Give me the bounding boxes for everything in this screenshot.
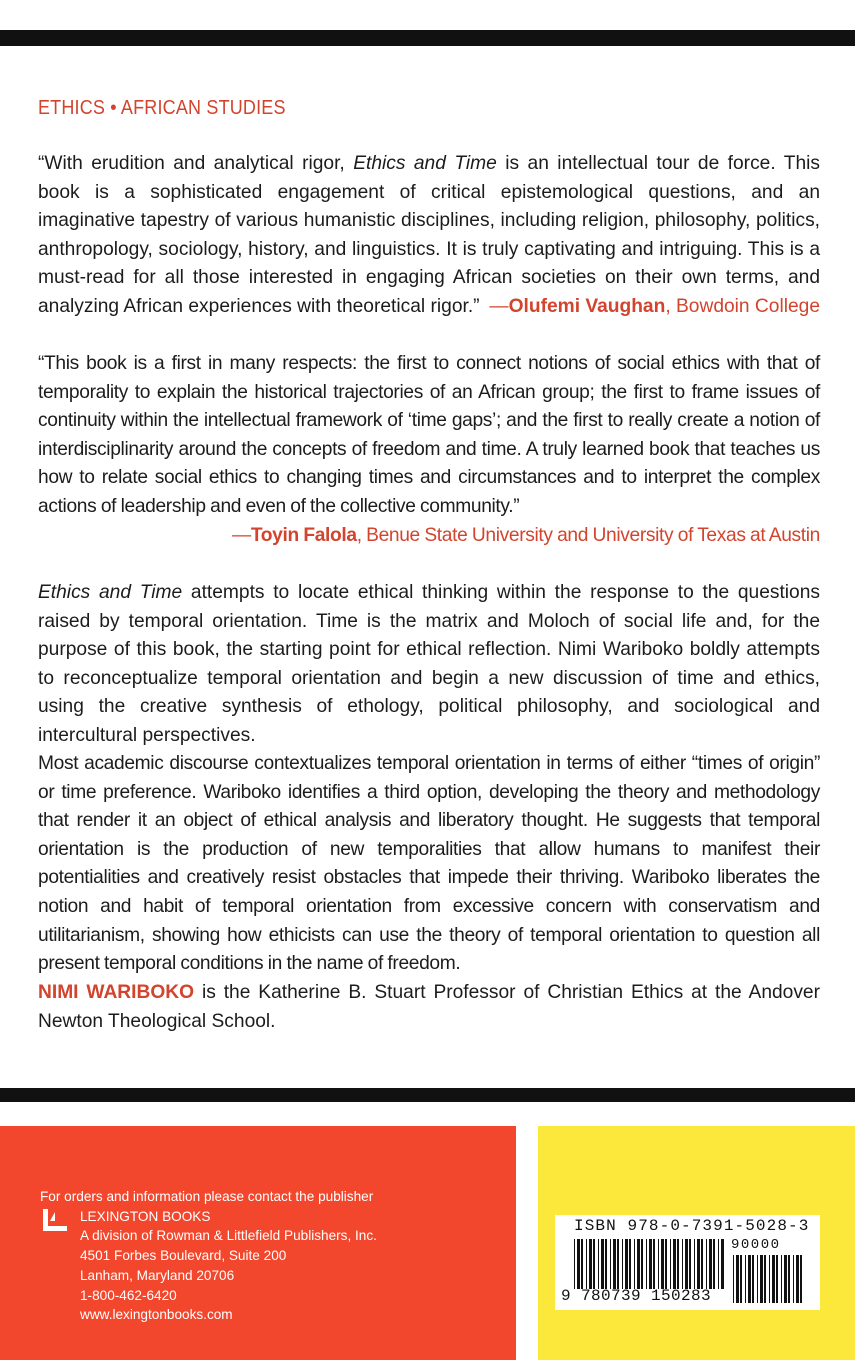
barcode-bar (677, 1239, 679, 1289)
quote-1-book-title: Ethics and Time (353, 153, 497, 174)
barcode-bar (736, 1255, 739, 1303)
category-label: ETHICS • AFRICAN STUDIES (38, 97, 286, 119)
description-paragraph-1 (38, 579, 820, 751)
barcode-bar (769, 1255, 770, 1303)
author-bio (38, 979, 820, 1036)
publisher-heading: For orders and information please contact the publisher (40, 1189, 374, 1204)
barcode-bar (733, 1255, 734, 1303)
barcode-bar (617, 1239, 619, 1289)
barcode-bar (718, 1239, 719, 1289)
barcode-bar (784, 1255, 787, 1303)
barcode-bar (772, 1255, 775, 1303)
barcode-bar (694, 1239, 695, 1289)
barcode-bar (610, 1239, 611, 1289)
barcode-bar (629, 1239, 631, 1289)
barcode-bar (757, 1255, 758, 1303)
price-code: 90000 (731, 1237, 781, 1253)
quote-2-author: Toyin Falola (250, 524, 357, 546)
barcode-bar (713, 1239, 715, 1289)
publisher-division: A division of Rowman & Littlefield Publishers, Inc. (80, 1228, 377, 1244)
quote-2-attribution (38, 522, 820, 551)
barcode-bar (685, 1239, 688, 1289)
quote-1-dash: — (489, 295, 509, 317)
barcode-bar (760, 1255, 763, 1303)
barcode-bar (701, 1239, 703, 1289)
middle-black-bar (0, 1088, 855, 1102)
barcode-bar (622, 1239, 623, 1289)
barcode-bar (781, 1255, 782, 1303)
barcode-bar (764, 1255, 766, 1303)
barcode-bar (745, 1255, 746, 1303)
desc-1-book-title: Ethics and Time (38, 582, 183, 603)
barcode-bar (605, 1239, 607, 1289)
barcode-bar (658, 1239, 659, 1289)
quote-1-affiliation: , Bowdoin College (665, 295, 820, 317)
barcode-bar (613, 1239, 616, 1289)
barcode-bar (682, 1239, 683, 1289)
publisher-website: www.lexingtonbooks.com (80, 1307, 233, 1323)
barcode-bar (788, 1255, 790, 1303)
description-paragraph-2: Most academic discourse contextualizes temporal orientation in terms of either “times of origin” or time preference. Wariboko identifies a third option, developing the theory and methodology that render it an object of ethical analysis and liberatory thought. He suggests that temporal orientation is the production of new temporalities that allow humans to manifest their potentialities and creatively resist obstacles that impede their thriving. Wariboko liberates the notion and habit of temporal orientation from excessive concern with conservatism and utilitarianism, showing how ethicists can use the theory of temporal orientation to question all present temporal conditions in the name of freedom. (38, 753, 820, 975)
barcode-bar (625, 1239, 628, 1289)
barcode-bar (646, 1239, 647, 1289)
isbn-label: ISBN 978-0-7391-5028-3 (574, 1217, 810, 1235)
barcode-bar (776, 1255, 778, 1303)
quote-2-dash: — (232, 524, 251, 546)
top-black-bar (0, 30, 855, 46)
barcode-bar (581, 1239, 583, 1289)
lexington-logo-icon (41, 1209, 69, 1233)
author-name: NIMI WARIBOKO (38, 982, 195, 1003)
barcode-bar (800, 1255, 802, 1303)
barcode-bar (593, 1239, 595, 1289)
barcode-bar (601, 1239, 604, 1289)
desc-1-text: attempts to locate ethical thinking within the response to the questions raised by temporal orientation. Time is the matrix and Moloch of social life and, for the purpose of this book, the starting point for ethical reflection. Nimi Wariboko boldly attempts to reconceptualize temporal orientation and begin a new discussion of time and ethics, using the creative synthesis of ethology, political philosophy, and sociological and intercultural perspectives. (38, 582, 820, 746)
barcode-bar (697, 1239, 700, 1289)
author-bio-text: is the Katherine B. Stuart Professor of Christian Ethics at the Andover Newton Theological School. (38, 982, 820, 1032)
barcode-bar (670, 1239, 671, 1289)
publisher-address-line-1: 4501 Forbes Boulevard, Suite 200 (80, 1248, 287, 1264)
barcode-bar (673, 1239, 676, 1289)
barcode-bar (589, 1239, 592, 1289)
quote-1-author: Olufemi Vaughan (508, 295, 666, 317)
barcode-bar (649, 1239, 652, 1289)
publisher-name: LEXINGTON BOOKS (80, 1208, 211, 1224)
endorsement-quote-2 (38, 350, 820, 550)
barcode-bar (577, 1239, 580, 1289)
barcode-bar (740, 1255, 742, 1303)
barcode-bar (661, 1239, 664, 1289)
barcode-bar (709, 1239, 712, 1289)
quote-1-open: “With erudition and analytical rigor, (38, 153, 354, 174)
barcode-bar (796, 1255, 799, 1303)
barcode-bar (574, 1239, 575, 1289)
barcode-bar (748, 1255, 751, 1303)
isbn-barcode (555, 1215, 820, 1310)
quote-2-text: “This book is a first in many respects: the first to connect notions of social ethics with that of temporality to explain the historical trajectories of an African group; the first to frame issues of continuity within the intellectual framework of ‘time gaps’; and the first to really create a notion of interdisciplinarity around the concepts of freedom and time. A truly learned book that teaches us how to relate social ethics to changing times and circumstances and to interpret the complex actions of leadership and even of the collective community.” (38, 353, 820, 517)
publisher-address-line-2: Lanham, Maryland 20706 (80, 1267, 235, 1283)
barcode-bar (637, 1239, 640, 1289)
barcode-bar (634, 1239, 635, 1289)
quote-1-rest: is an intellectual tour de force. This book is a sophisticated engagement of critical epistemological questions, and an imaginative tapestry of various humanistic disciplines, including religion, philosophy, politics, anthropology, sociology, history, and linguistics. It is truly captivating and intriguing. This is a must-read for all those interested in engaging African societies on their own terms, and analyzing African experiences with theoretical rigor.” (38, 153, 820, 317)
barcode-bar (721, 1239, 724, 1289)
barcode-bar (665, 1239, 667, 1289)
publisher-details (80, 1207, 377, 1325)
barcode-bar (598, 1239, 599, 1289)
barcode-bar (706, 1239, 707, 1289)
publisher-contact (40, 1187, 377, 1323)
barcode-bar (653, 1239, 655, 1289)
barcode-bar (752, 1255, 754, 1303)
quote-2-affiliation: , Benue State University and University of Texas at Austin (356, 524, 820, 546)
barcode-bar (641, 1239, 643, 1289)
ean-digits: 9 780739 150283 (561, 1287, 712, 1305)
endorsement-quote-1 (38, 150, 820, 322)
barcode-bar (793, 1255, 794, 1303)
barcode-bar (689, 1239, 691, 1289)
publisher-phone: 1-800-462-6420 (80, 1287, 177, 1303)
barcode-bar (586, 1239, 587, 1289)
